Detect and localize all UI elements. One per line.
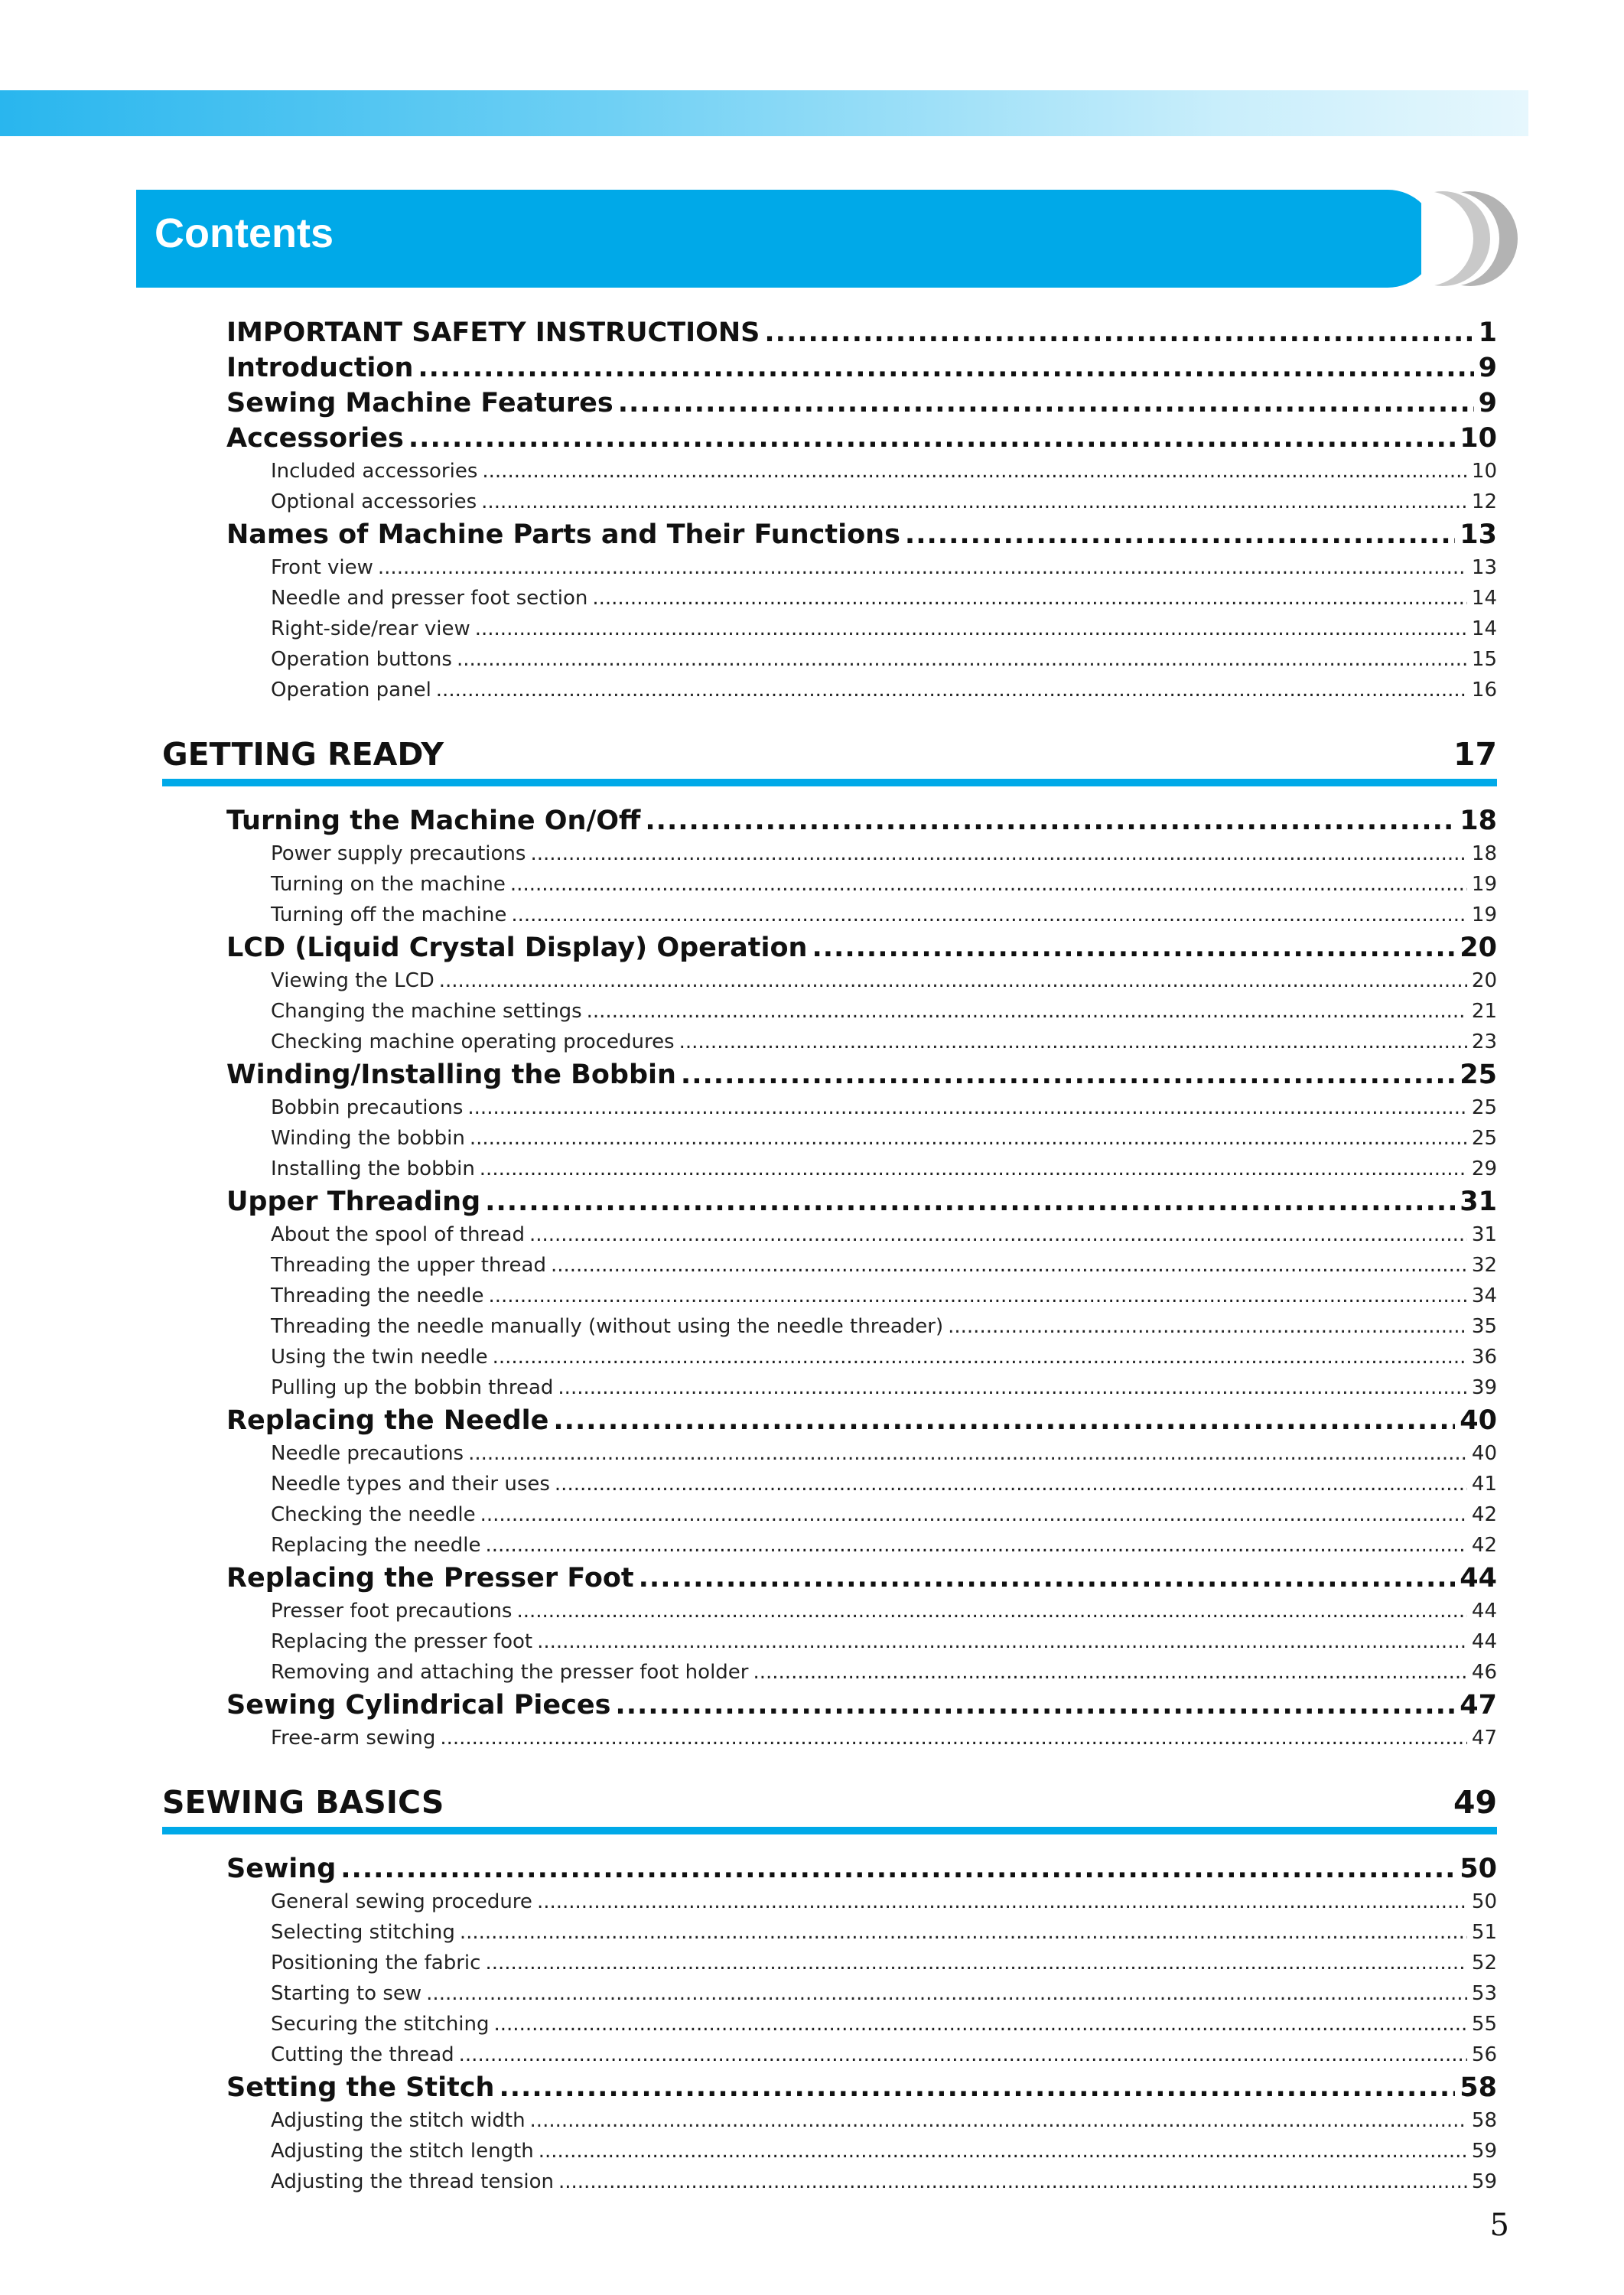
toc-entry-page: 34 <box>1471 1284 1497 1307</box>
toc-entry-page: 9 <box>1478 353 1497 383</box>
dot-leader <box>440 1723 1467 1753</box>
toc-subsection-entry[interactable] <box>162 1948 1497 1978</box>
toc-entry-label: Turning the Machine On/Off <box>226 806 641 836</box>
toc-subsection-entry[interactable] <box>162 1469 1497 1499</box>
toc-entry-label: Positioning the fabric <box>271 1952 481 1974</box>
dot-leader <box>485 1184 1455 1219</box>
dot-leader <box>439 965 1467 996</box>
dot-leader <box>493 1342 1467 1372</box>
toc-entry-page: 35 <box>1471 1315 1497 1338</box>
toc-section-entry[interactable] <box>162 1561 1497 1596</box>
dot-leader <box>457 644 1467 675</box>
toc-subsection-entry[interactable] <box>162 2009 1497 2039</box>
toc-entry-label: Replacing the needle <box>271 1534 481 1557</box>
toc-entry-page: 16 <box>1471 679 1497 702</box>
toc-section-entry[interactable] <box>162 2070 1497 2105</box>
toc-subsection-entry[interactable] <box>162 1657 1497 1688</box>
chapter-page: 17 <box>1453 736 1497 773</box>
toc-entry-page: 20 <box>1471 969 1497 992</box>
toc-entry-page: 51 <box>1471 1921 1497 1944</box>
table-of-contents <box>162 315 1497 2197</box>
chapter-heading[interactable] <box>162 731 1497 786</box>
toc-entry-page: 13 <box>1460 519 1497 550</box>
toc-entry-label: Using the twin needle <box>271 1346 488 1369</box>
toc-subsection-entry[interactable] <box>162 2105 1497 2136</box>
toc-subsection-entry[interactable] <box>162 2039 1497 2070</box>
toc-entry-page: 40 <box>1460 1405 1497 1436</box>
dot-leader <box>530 838 1466 869</box>
page-number: 5 <box>1489 2208 1509 2243</box>
toc-entry-page: 40 <box>1471 1442 1497 1465</box>
toc-entry-label: Threading the needle <box>271 1284 484 1307</box>
toc-entry-label: Sewing <box>226 1854 337 1884</box>
toc-section-entry[interactable] <box>162 1057 1497 1092</box>
toc-entry-label: Removing and attaching the presser foot holder <box>271 1661 749 1684</box>
toc-entry-label: Setting the Stitch <box>226 2072 495 2103</box>
toc-entry-label: Operation panel <box>271 679 431 702</box>
toc-entry-label: Turning off the machine <box>271 903 507 926</box>
dot-leader <box>645 803 1455 838</box>
toc-entry-label: Checking the needle <box>271 1503 476 1526</box>
toc-section-entry[interactable] <box>162 386 1497 421</box>
dot-leader <box>481 487 1467 517</box>
dot-leader <box>467 1092 1467 1123</box>
dot-leader <box>587 996 1467 1027</box>
toc-entry-page: 19 <box>1471 873 1497 896</box>
dot-leader <box>812 930 1455 965</box>
toc-entry-label: Securing the stitching <box>271 2013 490 2036</box>
toc-entry-page: 59 <box>1471 2170 1497 2193</box>
toc-entry-page: 44 <box>1471 1600 1497 1623</box>
toc-entry-page: 10 <box>1471 460 1497 483</box>
toc-entry-label: About the spool of thread <box>271 1223 525 1246</box>
toc-entry-page: 42 <box>1471 1503 1497 1526</box>
toc-subsection-entry[interactable] <box>162 996 1497 1027</box>
toc-subsection-entry[interactable] <box>162 1250 1497 1281</box>
dot-leader <box>905 517 1455 552</box>
toc-entry-page: 25 <box>1471 1127 1497 1150</box>
toc-subsection-entry[interactable] <box>162 1438 1497 1469</box>
toc-entry-label: Adjusting the stitch length <box>271 2140 534 2163</box>
dot-leader <box>511 900 1467 930</box>
toc-entry-page: 59 <box>1471 2140 1497 2163</box>
toc-entry-label: Starting to sew <box>271 1982 422 2005</box>
toc-entry-label: Installing the bobbin <box>271 1157 475 1180</box>
toc-entry-label: Needle types and their uses <box>271 1473 550 1496</box>
toc-subsection-entry[interactable] <box>162 838 1497 869</box>
dot-leader <box>681 1057 1455 1092</box>
toc-entry-label: Power supply precautions <box>271 842 526 865</box>
toc-entry-label: Presser foot precautions <box>271 1600 513 1623</box>
toc-entry-label: Replacing the Needle <box>226 1405 549 1436</box>
toc-subsection-entry[interactable] <box>162 487 1497 517</box>
dot-leader <box>482 456 1467 487</box>
header-stripe <box>0 90 1528 136</box>
toc-entry-label: Front view <box>271 556 373 579</box>
toc-entry-label: Needle and presser foot section <box>271 587 588 610</box>
toc-entry-page: 47 <box>1471 1727 1497 1750</box>
toc-entry-label: Selecting stitching <box>271 1921 455 1944</box>
title-decoration-icon <box>1421 190 1528 288</box>
toc-subsection-entry[interactable] <box>162 1886 1497 1917</box>
dot-leader <box>537 1626 1467 1657</box>
toc-section-entry[interactable] <box>162 1403 1497 1438</box>
dot-leader <box>378 552 1467 583</box>
toc-entry-page: 18 <box>1471 842 1497 865</box>
toc-entry-page: 25 <box>1471 1096 1497 1119</box>
toc-entry-page: 50 <box>1471 1890 1497 1913</box>
toc-entry-page: 39 <box>1471 1376 1497 1399</box>
toc-entry-label: LCD (Liquid Crystal Display) Operation <box>226 933 808 963</box>
toc-entry-page: 52 <box>1471 1952 1497 1974</box>
dot-leader <box>475 614 1467 644</box>
chapter-heading[interactable] <box>162 1779 1497 1834</box>
toc-entry-page: 42 <box>1471 1534 1497 1557</box>
dot-leader <box>539 2136 1467 2166</box>
dot-leader <box>753 1657 1466 1688</box>
toc-entry-page: 58 <box>1460 2072 1497 2103</box>
toc-subsection-entry[interactable] <box>162 1917 1497 1948</box>
toc-entry-page: 47 <box>1460 1690 1497 1720</box>
toc-entry-label: Pulling up the bobbin thread <box>271 1376 554 1399</box>
toc-entry-page: 13 <box>1471 556 1497 579</box>
dot-leader <box>340 1851 1455 1886</box>
toc-subsection-entry[interactable] <box>162 1123 1497 1154</box>
toc-entry-label: Adjusting the thread tension <box>271 2170 554 2193</box>
dot-leader <box>459 2039 1467 2070</box>
dot-leader <box>530 2105 1467 2136</box>
toc-subsection-entry[interactable] <box>162 1626 1497 1657</box>
toc-subsection-entry[interactable] <box>162 1027 1497 1057</box>
toc-section-entry[interactable] <box>162 315 1497 350</box>
toc-entry-page: 41 <box>1471 1473 1497 1496</box>
dot-leader <box>553 1403 1455 1438</box>
dot-leader <box>494 2009 1467 2039</box>
toc-subsection-entry[interactable] <box>162 644 1497 675</box>
toc-entry-page: 9 <box>1478 388 1497 418</box>
toc-entry-page: 14 <box>1471 617 1497 640</box>
toc-entry-page: 18 <box>1460 806 1497 836</box>
dot-leader <box>592 583 1467 614</box>
toc-subsection-entry[interactable] <box>162 552 1497 583</box>
toc-subsection-entry[interactable] <box>162 1723 1497 1753</box>
toc-entry-page: 58 <box>1471 2109 1497 2132</box>
toc-entry-label: Introduction <box>226 353 414 383</box>
toc-entry-label: Needle precautions <box>271 1442 464 1465</box>
dot-leader <box>489 1281 1467 1311</box>
dot-leader <box>529 1219 1467 1250</box>
toc-entry-page: 29 <box>1471 1157 1497 1180</box>
toc-subsection-entry[interactable] <box>162 614 1497 644</box>
dot-leader <box>618 386 1474 421</box>
dot-leader <box>516 1596 1466 1626</box>
toc-section-entry[interactable] <box>162 350 1497 386</box>
toc-entry-label: Upper Threading <box>226 1187 481 1217</box>
dot-leader <box>558 1372 1466 1403</box>
toc-subsection-entry[interactable] <box>162 1530 1497 1561</box>
toc-entry-label: Right-side/rear view <box>271 617 470 640</box>
toc-entry-label: Included accessories <box>271 460 478 483</box>
toc-subsection-entry[interactable] <box>162 1092 1497 1123</box>
toc-entry-page: 55 <box>1471 2013 1497 2036</box>
toc-section-entry[interactable] <box>162 1688 1497 1723</box>
toc-entry-label: Winding the bobbin <box>271 1127 465 1150</box>
toc-entry-page: 56 <box>1471 2043 1497 2066</box>
dot-leader <box>418 350 1473 386</box>
toc-entry-page: 25 <box>1460 1060 1497 1090</box>
toc-entry-page: 31 <box>1460 1187 1497 1217</box>
dot-leader <box>551 1250 1467 1281</box>
toc-entry-label: Checking machine operating procedures <box>271 1030 675 1053</box>
toc-entry-label: Accessories <box>226 423 404 454</box>
title-band <box>136 190 1437 288</box>
dot-leader <box>555 1469 1467 1499</box>
toc-subsection-entry[interactable] <box>162 965 1497 996</box>
toc-subsection-entry[interactable] <box>162 869 1497 900</box>
toc-entry-page: 23 <box>1471 1030 1497 1053</box>
toc-entry-page: 32 <box>1471 1254 1497 1277</box>
toc-entry-page: 14 <box>1471 587 1497 610</box>
toc-entry-label: Threading the upper thread <box>271 1254 546 1277</box>
dot-leader <box>679 1027 1467 1057</box>
chapter-title: SEWING BASICS <box>162 1784 444 1821</box>
toc-subsection-entry[interactable] <box>162 1219 1497 1250</box>
toc-entry-label: Changing the machine settings <box>271 1000 582 1023</box>
toc-entry-label: Turning on the machine <box>271 873 506 896</box>
toc-entry-label: IMPORTANT SAFETY INSTRUCTIONS <box>226 317 760 348</box>
toc-entry-page: 50 <box>1460 1854 1497 1884</box>
toc-entry-label: Winding/Installing the Bobbin <box>226 1060 676 1090</box>
dot-leader <box>639 1561 1456 1596</box>
dot-leader <box>764 315 1473 350</box>
toc-entry-page: 15 <box>1471 648 1497 671</box>
chapter-title: GETTING READY <box>162 736 444 773</box>
toc-subsection-entry[interactable] <box>162 1342 1497 1372</box>
toc-subsection-entry[interactable] <box>162 1281 1497 1311</box>
dot-leader <box>470 1123 1467 1154</box>
toc-entry-label: Sewing Cylindrical Pieces <box>226 1690 611 1720</box>
toc-entry-label: Operation buttons <box>271 648 452 671</box>
toc-subsection-entry[interactable] <box>162 2136 1497 2166</box>
dot-leader <box>436 675 1467 705</box>
toc-entry-label: General sewing procedure <box>271 1890 532 1913</box>
toc-entry-page: 31 <box>1471 1223 1497 1246</box>
toc-entry-page: 36 <box>1471 1346 1497 1369</box>
toc-subsection-entry[interactable] <box>162 1499 1497 1530</box>
dot-leader <box>499 2070 1455 2105</box>
toc-entry-page: 20 <box>1460 933 1497 963</box>
toc-section-entry[interactable] <box>162 930 1497 965</box>
dot-leader <box>510 869 1467 900</box>
toc-entry-label: Free-arm sewing <box>271 1727 436 1750</box>
toc-subsection-entry[interactable] <box>162 675 1497 705</box>
toc-entry-page: 44 <box>1460 1563 1497 1593</box>
dot-leader <box>537 1886 1467 1917</box>
toc-entry-page: 19 <box>1471 903 1497 926</box>
dot-leader <box>948 1311 1467 1342</box>
dot-leader <box>480 1154 1467 1184</box>
toc-subsection-entry[interactable] <box>162 900 1497 930</box>
chapter-page: 49 <box>1453 1784 1497 1821</box>
toc-entry-label: Viewing the LCD <box>271 969 434 992</box>
dot-leader <box>558 2166 1467 2197</box>
toc-subsection-entry[interactable] <box>162 1978 1497 2009</box>
toc-entry-label: Threading the needle manually (without using the needle threader) <box>271 1315 944 1338</box>
toc-subsection-entry[interactable] <box>162 2166 1497 2197</box>
toc-section-entry[interactable] <box>162 517 1497 552</box>
toc-entry-label: Adjusting the stitch width <box>271 2109 526 2132</box>
toc-subsection-entry[interactable] <box>162 1154 1497 1184</box>
toc-entry-page: 46 <box>1471 1661 1497 1684</box>
toc-section-entry[interactable] <box>162 421 1497 456</box>
toc-entry-page: 53 <box>1471 1982 1497 2005</box>
dot-leader <box>426 1978 1467 2009</box>
toc-subsection-entry[interactable] <box>162 1596 1497 1626</box>
toc-section-entry[interactable] <box>162 803 1497 838</box>
toc-entry-page: 12 <box>1471 490 1497 513</box>
toc-subsection-entry[interactable] <box>162 1311 1497 1342</box>
dot-leader <box>615 1688 1455 1723</box>
toc-subsection-entry[interactable] <box>162 456 1497 487</box>
toc-section-entry[interactable] <box>162 1851 1497 1886</box>
toc-entry-label: Names of Machine Parts and Their Functions <box>226 519 900 550</box>
toc-entry-page: 21 <box>1471 1000 1497 1023</box>
dot-leader <box>485 1530 1466 1561</box>
toc-entry-label: Replacing the Presser Foot <box>226 1563 634 1593</box>
toc-entry-label: Bobbin precautions <box>271 1096 464 1119</box>
toc-entry-page: 10 <box>1460 423 1497 454</box>
toc-subsection-entry[interactable] <box>162 583 1497 614</box>
page-title: Contents <box>155 210 334 256</box>
toc-entry-page: 44 <box>1471 1630 1497 1653</box>
toc-entry-label: Optional accessories <box>271 490 477 513</box>
dot-leader <box>408 421 1455 456</box>
dot-leader <box>468 1438 1467 1469</box>
toc-entry-label: Cutting the thread <box>271 2043 454 2066</box>
toc-subsection-entry[interactable] <box>162 1372 1497 1403</box>
toc-entry-label: Sewing Machine Features <box>226 388 613 418</box>
dot-leader <box>485 1948 1466 1978</box>
dot-leader <box>460 1917 1467 1948</box>
toc-entry-label: Replacing the presser foot <box>271 1630 533 1653</box>
toc-entry-page: 1 <box>1478 317 1497 348</box>
toc-section-entry[interactable] <box>162 1184 1497 1219</box>
dot-leader <box>480 1499 1467 1530</box>
